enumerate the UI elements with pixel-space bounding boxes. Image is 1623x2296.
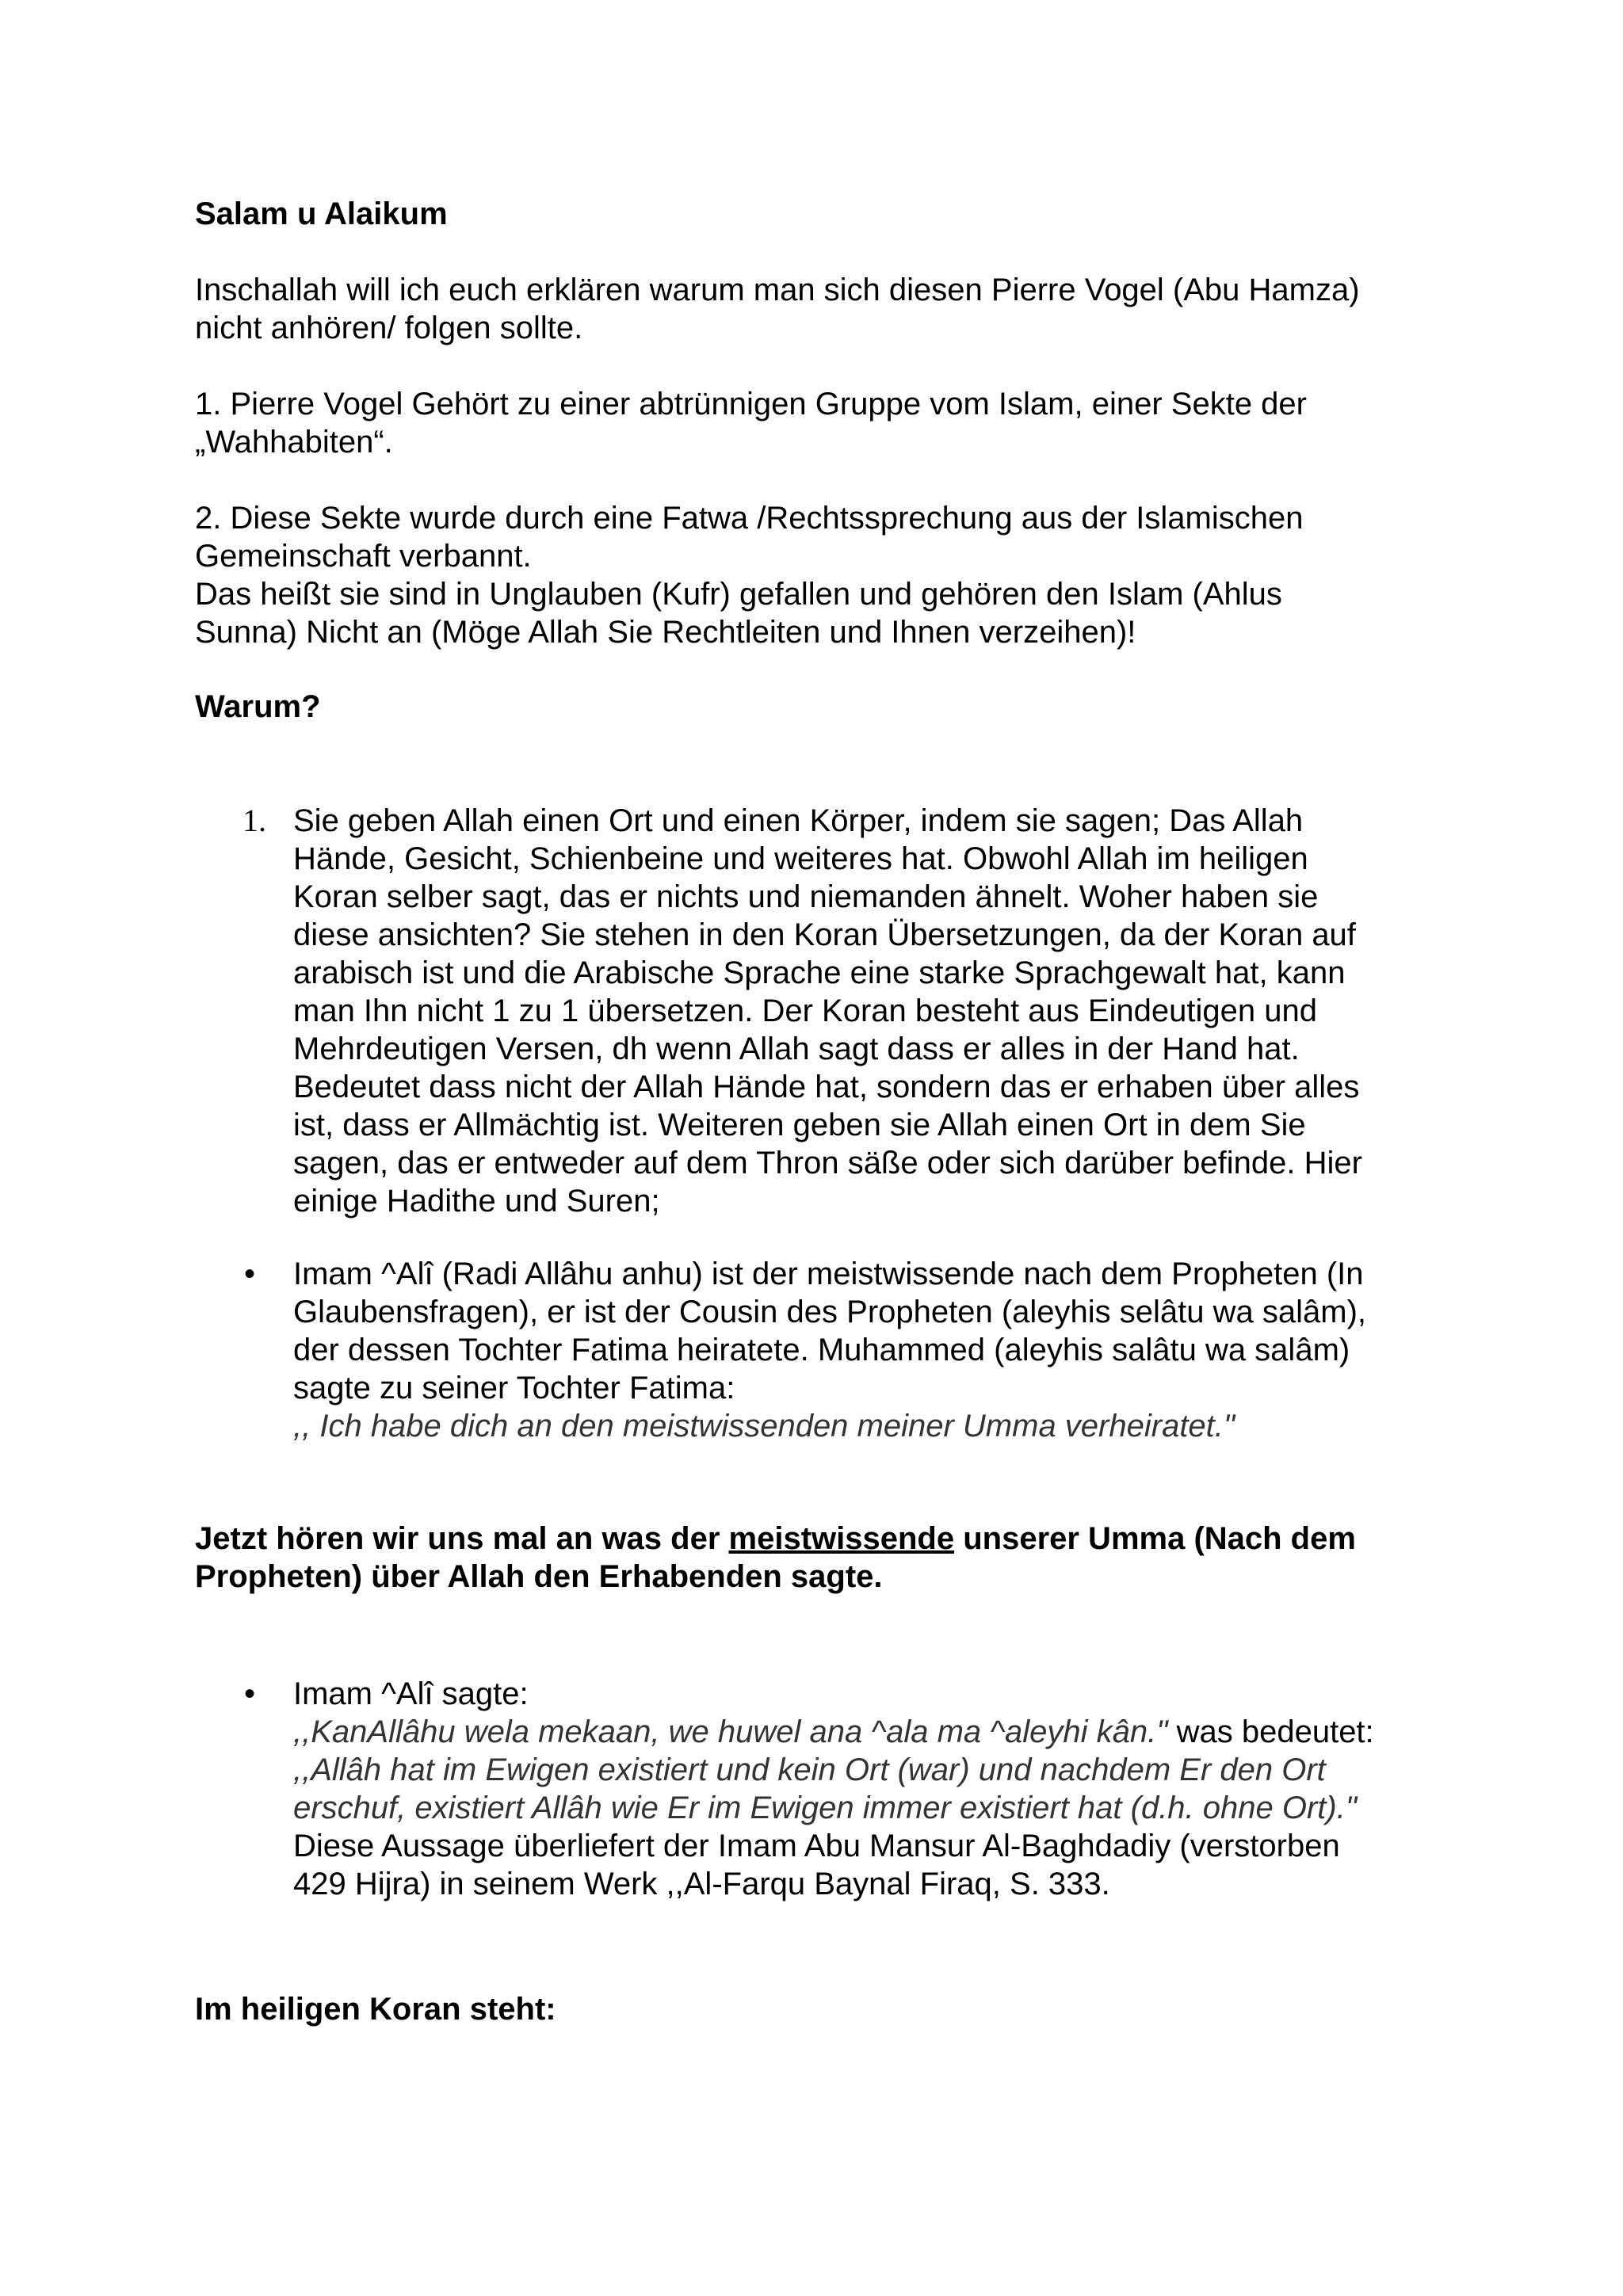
list-item-line: ist, dass er Allmächtig ist. Weiteren geben sie Allah einen Ort in dem Sie	[293, 1108, 1306, 1142]
point-2-line: Gemeinschaft verbannt.	[195, 539, 532, 574]
list-item-line: Hände, Gesicht, Schienbeine und weiteres hat. Obwohl Allah im heiligen	[293, 841, 1308, 876]
list-item-line: einige Hadithe und Suren;	[293, 1184, 660, 1219]
underlined-word: meistwissende	[728, 1521, 955, 1556]
bullet-icon: •	[244, 1257, 256, 1291]
listen-heading-part: unserer Umma (Nach dem	[954, 1521, 1356, 1556]
source-line: Diese Aussage überliefert der Imam Abu Mansur Al-Baghdadiy (verstorben	[293, 1829, 1340, 1863]
point-1-line: „Wahhabiten“.	[195, 425, 393, 460]
list-number: 1.	[242, 803, 266, 838]
bullet-item-line: Glaubensfragen), er ist der Cousin des Propheten (aleyhis selâtu wa salâm),	[293, 1295, 1367, 1329]
list-item-line: Mehrdeutigen Versen, dh wenn Allah sagt dass er alles in der Hand hat.	[293, 1032, 1300, 1066]
translation-line: erschuf, existiert Allâh wie Er im Ewigen immer existiert hat (d.h. ohne Ort)."	[293, 1791, 1358, 1825]
arabic-quote: ,,KanAllâhu wela mekaan, we huwel ana ^ala ma ^aleyhi kân."	[293, 1714, 1168, 1749]
saying-quote-line	[293, 1713, 1431, 1751]
list-item-line: Bedeutet dass nicht der Allah Hände hat, sondern das er erhaben über alles	[293, 1070, 1360, 1104]
point-2-paragraph	[195, 499, 1431, 651]
listen-heading-line: Propheten) über Allah den Erhabenden sagte.	[195, 1559, 883, 1594]
meaning-label: was bedeutet:	[1167, 1714, 1374, 1749]
list-item-line: Sie geben Allah einen Ort und einen Körper, indem sie sagen; Das Allah	[293, 803, 1304, 838]
list-item-text	[293, 802, 1431, 1220]
list-item-line: diese ansichten? Sie stehen in den Koran Übersetzungen, da der Koran auf	[293, 917, 1356, 952]
intro-paragraph	[195, 271, 1431, 347]
bullet-item-line: der dessen Tochter Fatima heiratete. Muhammed (aleyhis salâtu wa salâm)	[293, 1333, 1350, 1367]
bullet-item-line: sagte zu seiner Tochter Fatima:	[293, 1371, 735, 1405]
translation-line: ,,Allâh hat im Ewigen existiert und kein Ort (war) und nachdem Er den Ort	[293, 1753, 1326, 1787]
saying-intro: Imam ^Alî sagte:	[293, 1676, 529, 1711]
point-1-paragraph	[195, 385, 1431, 461]
point-1-line: 1. Pierre Vogel Gehört zu einer abtrünnigen Gruppe vom Islam, einer Sekte der	[195, 387, 1307, 421]
intro-line: nicht anhören/ folgen sollte.	[195, 311, 583, 345]
listen-heading-line	[195, 1520, 1431, 1558]
greeting-heading: Salam u Alaikum	[195, 196, 448, 231]
list-item-line: sagen, das er entweder auf dem Thron säße oder sich darüber befinde. Hier	[293, 1146, 1362, 1180]
listen-heading	[195, 1520, 1431, 1596]
why-heading: Warum?	[195, 689, 321, 724]
point-2-line: 2. Diese Sekte wurde durch eine Fatwa /Rechtssprechung aus der Islamischen	[195, 501, 1304, 536]
source-line: 429 Hijra) in seinem Werk ,,Al-Farqu Baynal Firaq, S. 333.	[293, 1867, 1110, 1901]
bullet-item-line: Imam ^Alî (Radi Allâhu anhu) ist der meistwissende nach dem Propheten (In	[293, 1257, 1364, 1291]
bullet-item-text	[293, 1255, 1431, 1445]
koran-heading: Im heiligen Koran steht:	[195, 1992, 556, 2027]
listen-heading-part: Jetzt hören wir uns mal an was der	[195, 1521, 729, 1556]
list-item-line: Koran selber sagt, das er nichts und niemanden ähnelt. Woher haben sie	[293, 879, 1319, 914]
point-2-line: Sunna) Nicht an (Möge Allah Sie Rechtleiten und Ihnen verzeihen)!	[195, 615, 1136, 650]
bullet-item-text	[293, 1675, 1431, 1903]
intro-line: Inschallah will ich euch erklären warum man sich diesen Pierre Vogel (Abu Hamza)	[195, 273, 1360, 307]
list-item-line: arabisch ist und die Arabische Sprache eine starke Sprachgewalt hat, kann	[293, 955, 1346, 990]
point-2-line: Das heißt sie sind in Unglauben (Kufr) gefallen und gehören den Islam (Ahlus	[195, 577, 1282, 612]
list-item-line: man Ihn nicht 1 zu 1 übersetzen. Der Koran besteht aus Eindeutigen und	[293, 994, 1317, 1028]
quote-line: ,, Ich habe dich an den meistwissenden meiner Umma verheiratet."	[293, 1409, 1235, 1444]
bullet-icon: •	[244, 1676, 256, 1711]
